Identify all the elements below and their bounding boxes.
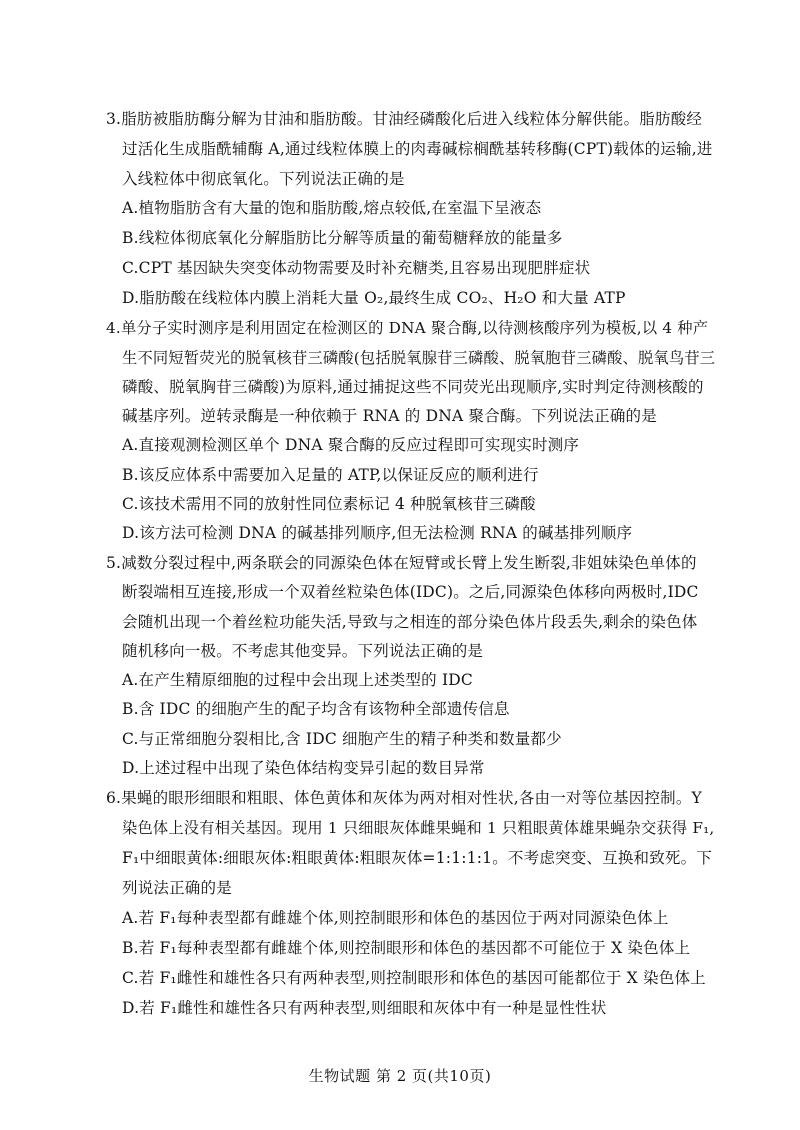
question-4-option-d: D.该方法可检测 DNA 的碱基排列顺序,但无法检测 RNA 的碱基排列顺序 <box>122 524 633 542</box>
question-4-option-b: B.该反应体系中需要加入足量的 ATP,以保证反应的顺利进行 <box>122 466 539 484</box>
question-3-option-b: B.线粒体彻底氧化分解脂肪比分解等质量的葡萄糖释放的能量多 <box>122 229 563 247</box>
question-4-number: 4. <box>106 319 121 337</box>
question-5-stem-line-2: 断裂端相互连接,形成一个双着丝粒染色体(IDC)。之后,同源染色体移向两极时,IDC <box>122 583 699 601</box>
question-4-stem-line-2: 生不同短暂荧光的脱氧核苷三磷酸(包括脱氧腺苷三磷酸、脱氧胞苷三磷酸、脱氧鸟苷三 <box>122 349 716 367</box>
question-3-number: 3. <box>106 110 122 128</box>
question-3-stem-line-3: 入线粒体中彻底氧化。下列说法正确的是 <box>122 170 405 188</box>
question-6-option-a: A.若 F₁每种表型都有雌雄个体,则控制眼形和体色的基因位于两对同源染色体上 <box>122 909 669 927</box>
question-6-option-c: C.若 F₁雌性和雄性各只有两种表型,则控制眼形和体色的基因可能都位于 X 染色体上 <box>122 969 706 987</box>
question-4-option-a: A.直接观测检测区单个 DNA 聚合酶的反应过程即可实现实时测序 <box>122 436 580 454</box>
question-3-option-c: C.CPT 基因缺失突变体动物需要及时补充糖类,且容易出现肥胖症状 <box>122 259 591 277</box>
question-6-stem-line-3: F₁中细眼黄体:细眼灰体:粗眼黄体:粗眼灰体=1:1:1:1。不考虑突变、互换和致死。下 <box>122 849 713 867</box>
question-4-stem-line-3: 磷酸、脱氧胸苷三磷酸)为原料,通过捕捉这些不同荧光出现顺序,实时判定待测核酸的 <box>122 378 704 396</box>
question-6-number: 6. <box>106 789 122 807</box>
question-3-option-a: A.植物脂肪含有大量的饱和脂肪酸,熔点较低,在室温下呈液态 <box>122 199 542 217</box>
question-5-stem-line-4: 随机移向一极。不考虑其他变异。下列说法正确的是 <box>122 642 484 660</box>
question-3-option-d: D.脂肪酸在线粒体内膜上消耗大量 O₂,最终生成 CO₂、H₂O 和大量 ATP <box>122 289 626 307</box>
question-6-stem-line-2: 染色体上没有相关基因。现用 1 只细眼灰体雌果蝇和 1 只粗眼黄体雄果蝇杂交获得 F₁, <box>122 819 715 837</box>
question-5-option-b: B.含 IDC 的细胞产生的配子均含有该物种全部遗传信息 <box>122 700 510 718</box>
question-5-stem-line-1: 5.减数分裂过程中,两条联会的同源染色体在短臂或长臂上发生断裂,非姐妹染色单体的 <box>106 554 697 572</box>
question-5-option-c: C.与正常细胞分裂相比,含 IDC 细胞产生的精子种类和数量都少 <box>122 730 562 748</box>
question-4-option-c: C.该技术需用不同的放射性同位素标记 4 种脱氧核苷三磷酸 <box>122 495 536 513</box>
question-6-stem-line-1: 6.果蝇的眼形细眼和粗眼、体色黄体和灰体为两对相对性状,各由一对等位基因控制。Y <box>106 789 702 807</box>
question-3-stem-line-1: 3.脂肪被脂肪酶分解为甘油和脂肪酸。甘油经磷酸化后进入线粒体分解供能。脂肪酸经 <box>106 110 703 128</box>
question-3-stem-line-2: 过活化生成脂酰辅酶 A,通过线粒体膜上的肉毒碱棕榈酰基转移酶(CPT)载体的运输,进 <box>122 140 713 158</box>
question-6-option-d: D.若 F₁雌性和雄性各只有两种表型,则细眼和灰体中有一种是显性性状 <box>122 999 607 1017</box>
question-5-stem-line-3: 会随机出现一个着丝粒功能失活,导致与之相连的部分染色体片段丢失,剩余的染色体 <box>122 613 698 631</box>
question-5-option-a: A.在产生精原细胞的过程中会出现上述类型的 IDC <box>122 671 473 689</box>
question-5-number: 5. <box>106 554 122 572</box>
question-4-stem-line-1: 4.单分子实时测序是利用固定在检测区的 DNA 聚合酶,以待测核酸序列为模板,以 4 种产 <box>106 319 709 337</box>
question-6-stem-line-4: 列说法正确的是 <box>122 879 232 897</box>
question-5-option-d: D.上述过程中出现了染色体结构变异引起的数目异常 <box>122 759 485 777</box>
question-4-stem-line-4: 碱基序列。逆转录酶是一种依赖于 RNA 的 DNA 聚合酶。下列说法正确的是 <box>122 407 657 425</box>
question-6-option-b: B.若 F₁每种表型都有雌雄个体,则控制眼形和体色的基因都不可能位于 X 染色体上 <box>122 939 691 957</box>
page-footer: 生物试题 第 2 页(共10页) <box>308 1067 492 1085</box>
